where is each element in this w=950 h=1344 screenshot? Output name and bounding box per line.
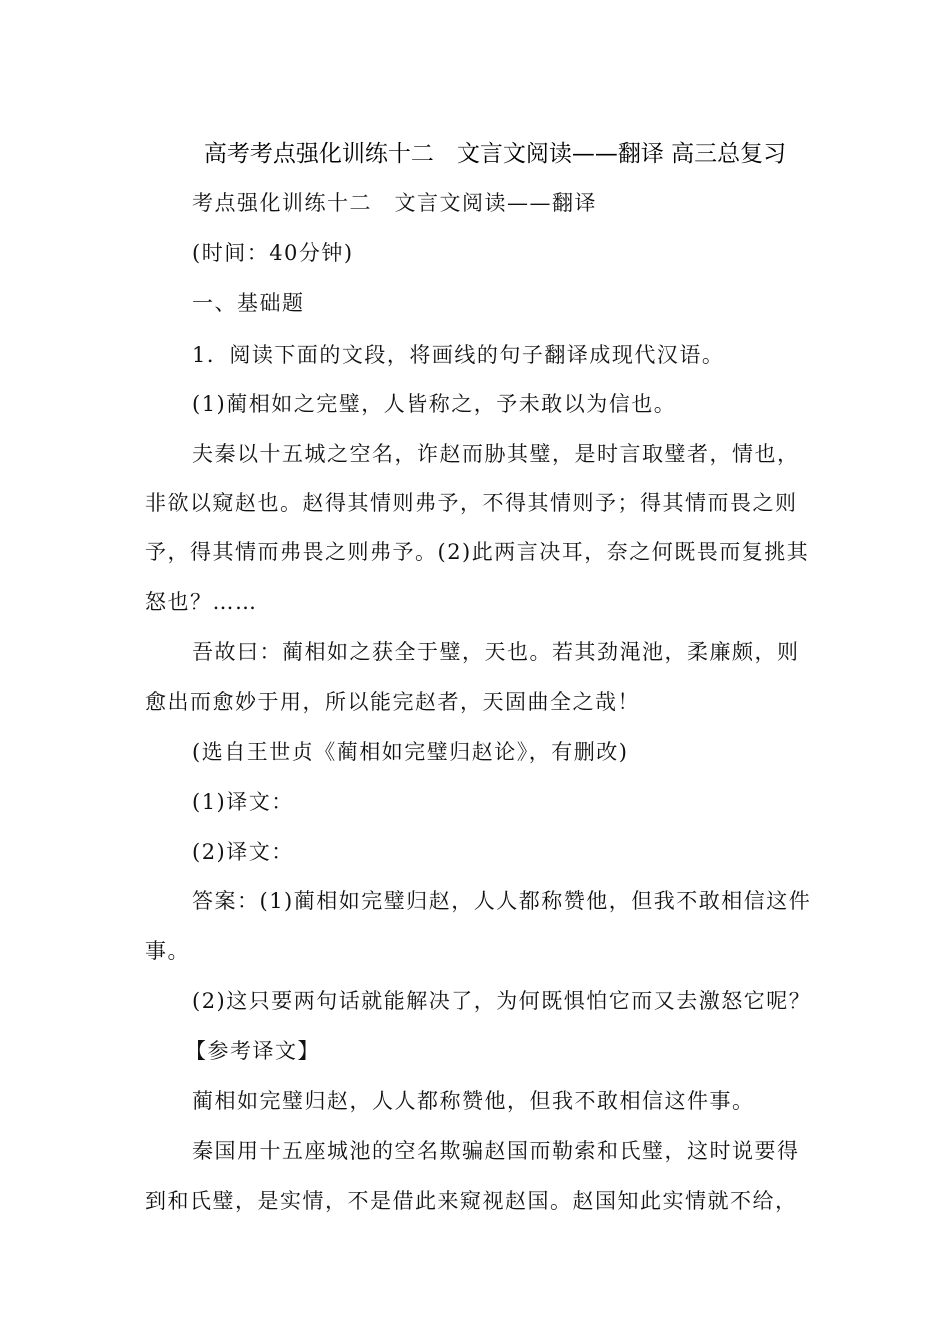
passage-line: 非欲以窥赵也。赵得其情则弗予，不得其情则予；得其情而畏之则 xyxy=(145,491,798,515)
reference-line: 蔺相如完璧归赵，人人都称赞他，但我不敢相信这件事。 xyxy=(192,1089,755,1113)
reference-line: 秦国用十五座城池的空名欺骗赵国而勒索和氏璧，这时说要得 xyxy=(192,1139,800,1163)
document-title: 高考考点强化训练十二 文言文阅读——翻译 高三总复习 xyxy=(203,141,787,167)
answer-line: 答案：(1)蔺相如完璧归赵，人人都称赞他，但我不敢相信这件 xyxy=(192,889,812,913)
passage-line: 夫秦以十五城之空名，诈赵而胁其璧，是时言取璧者，情也， xyxy=(192,442,800,466)
passage-line: 吾故曰：蔺相如之获全于璧，天也。若其劲渑池，柔廉颇，则 xyxy=(192,640,800,664)
translation-2-label: (2)译文： xyxy=(192,840,294,864)
translation-1-label: (1)译文： xyxy=(192,790,294,814)
passage-line: 怒也？…… xyxy=(145,590,258,614)
reference-heading: 【参考译文】 xyxy=(185,1039,320,1063)
passage-line: 愈出而愈妙于用，所以能完赵者，天固曲全之哉！ xyxy=(145,690,640,714)
sub-question-1: (1)蔺相如之完璧，人皆称之，予未敢以为信也。 xyxy=(192,392,677,416)
time-limit: (时间：40分钟) xyxy=(192,241,354,265)
reference-line: 到和氏璧，是实情，不是借此来窥视赵国。赵国知此实情就不给， xyxy=(145,1189,798,1213)
passage-line: 予，得其情而弗畏之则弗予。(2)此两言决耳，奈之何既畏而复挑其 xyxy=(145,540,810,564)
question-1: 1．阅读下面的文段，将画线的句子翻译成现代汉语。 xyxy=(192,343,725,367)
answer-line: (2)这只要两句话就能解决了，为何既惧怕它而又去激怒它呢？ xyxy=(192,989,812,1013)
passage-source: (选自王世贞《蔺相如完璧归赵论》，有删改) xyxy=(192,740,629,764)
subtitle: 考点强化训练十二 文言文阅读——翻译 xyxy=(192,191,597,215)
answer-line: 事。 xyxy=(145,939,190,963)
section-heading: 一、基础题 xyxy=(192,291,305,315)
